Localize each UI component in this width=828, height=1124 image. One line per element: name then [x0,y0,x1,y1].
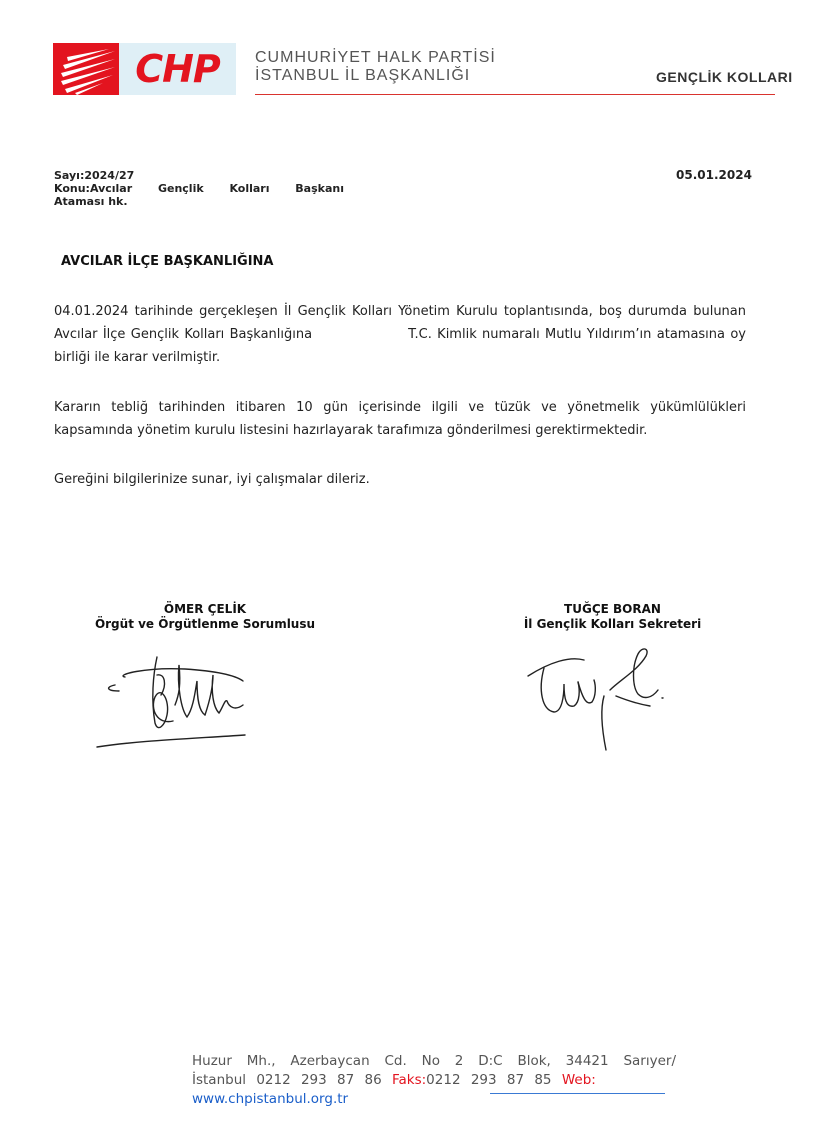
signature-2 [520,640,670,760]
signatory-2-name: TUĞÇE BORAN [564,602,661,616]
website-link[interactable]: www.chpistanbul.org.tr [192,1091,349,1107]
signatory-2-title: İl Gençlik Kolları Sekreteri [523,617,702,631]
logo-wordmark: CHP [135,47,220,91]
header-divider [255,94,775,95]
paragraph-1: 04.01.2024 tarihinde gerçekleşen İl Gençlik Kolları Yönetim Kurulu toplantısında, boş durumda bulunan Avcılar İlçe Gençlik Kolları Başkanlığına T.C. Kimlik numaralı Mutlu Yıldırım’ın atamasına oy birliği ile karar verilmiştir. [54,304,746,365]
subject-line1: Konu:Avcılar Gençlik Kolları Başkanı [54,182,344,195]
signatory-1-title: Örgüt ve Örgütlenme Sorumlusu [94,617,316,631]
chp-logo [53,43,236,95]
subject-line2: Ataması hk. [54,195,128,208]
signatory-1-name: ÖMER ÇELİK [163,602,247,616]
web-label: Web: [561,1072,596,1088]
org-name-line1: CUMHURİYET HALK PARTİSİ [255,49,496,66]
paragraph-3: Gereğini bilgilerinize sunar, iyi çalışmalar dileriz. [54,472,370,487]
six-arrows-icon [53,43,119,95]
org-name-line2: İSTANBUL İL BAŞKANLIĞI [255,67,471,84]
unit-name: GENÇLİK KOLLARI [656,69,793,85]
fax-label: Faks: [391,1072,427,1088]
signature-1 [95,645,265,755]
document-date: 05.01.2024 [676,168,752,182]
footer-contact: İstanbul 0212 293 87 86 Faks:0212 293 87 85 Web: [192,1072,596,1088]
footer-underline [490,1093,665,1094]
footer-address: Huzur Mh., Azerbaycan Cd. No 2 D:C Blok, 34421 Sarıyer/ [192,1053,676,1069]
reference-number: Sayı:2024/27 [54,169,135,182]
paragraph-2: Kararın tebliğ tarihinden itibaren 10 gün içerisinde ilgili ve tüzük ve yönetmelik yükümlülükleri kapsamında yönetim kurulu listesini hazırlayarak tarafımıza gönderilmesi gerektirmektedir. [54,400,746,438]
recipient: AVCILAR İLÇE BAŞKANLIĞINA [61,254,274,269]
